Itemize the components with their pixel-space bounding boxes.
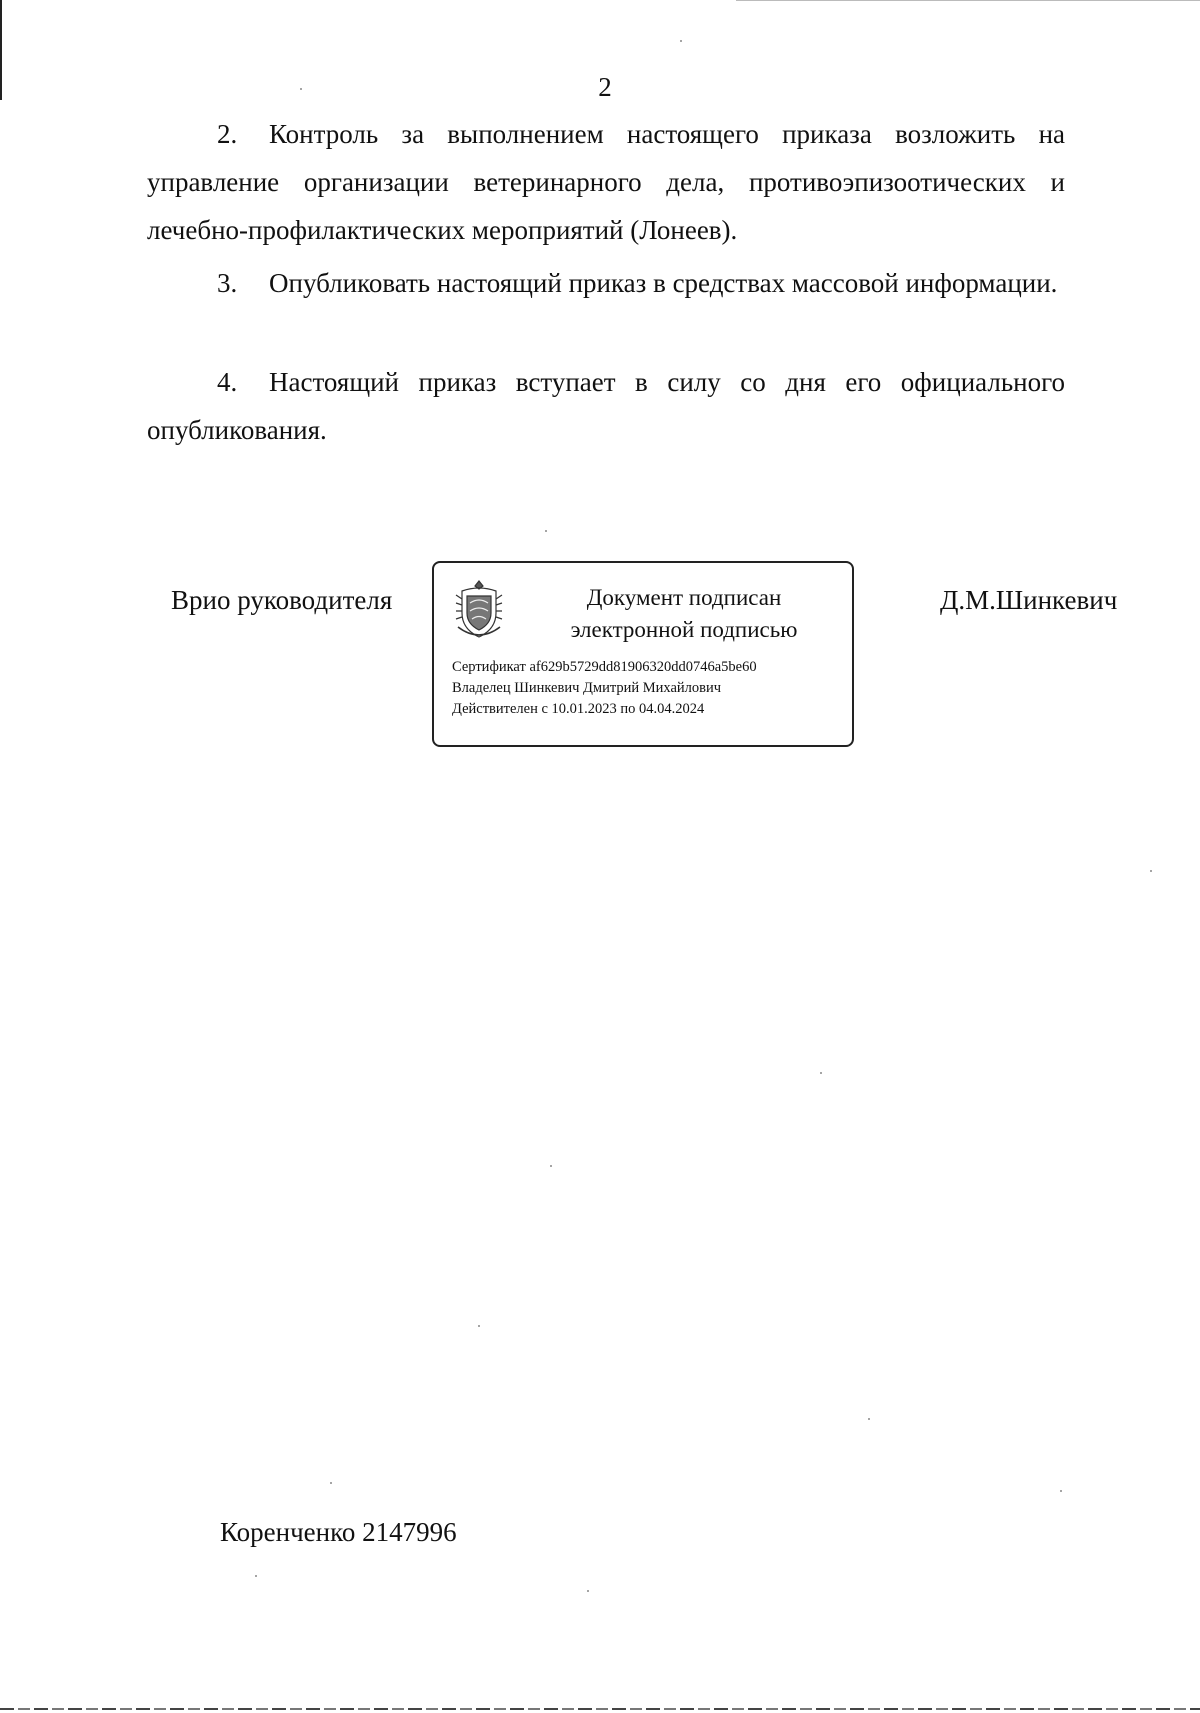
signatory-name: Д.М.Шинкевич bbox=[940, 585, 1118, 615]
stamp-owner: Владелец Шинкевич Дмитрий Михайлович bbox=[452, 680, 722, 696]
paragraph-text: Настоящий приказ вступает в силу со дня его официального опубликования. bbox=[147, 367, 1065, 445]
paragraph-text: Опубликовать настоящий приказ в средствах массовой информации. bbox=[269, 268, 1058, 298]
scan-speck bbox=[478, 1325, 480, 1327]
stamp-title-line1: Документ подписан bbox=[586, 585, 782, 610]
signatory-position: Врио руководителя bbox=[171, 585, 393, 615]
paragraph-2 bbox=[147, 110, 1065, 254]
paragraph-3 bbox=[147, 259, 1065, 307]
stamp-validity: Действителен с 10.01.2023 по 04.04.2024 bbox=[452, 701, 705, 717]
stamp-certificate: Сертификат af629b5729dd81906320dd0746a5be60 bbox=[452, 659, 757, 675]
executor-info: Коренченко 2147996 bbox=[220, 1517, 457, 1547]
paragraph-text: Контроль за выполнением настоящего приказа возложить на управление организации ветеринарного дела, противоэпизоотических и лечебно-профилактических мероприятий (Лонеев). bbox=[147, 119, 1065, 245]
scan-speck bbox=[330, 1482, 332, 1484]
electronic-signature-stamp bbox=[432, 561, 854, 747]
scan-speck bbox=[1150, 870, 1152, 872]
paragraph-number: 2. bbox=[217, 119, 238, 149]
scan-speck bbox=[680, 40, 682, 42]
scan-speck bbox=[255, 1575, 257, 1577]
paragraph-number: 4. bbox=[217, 367, 238, 397]
scan-speck bbox=[1060, 1490, 1062, 1492]
scan-speck bbox=[300, 88, 302, 90]
scan-speck bbox=[550, 1165, 552, 1167]
scan-speck bbox=[820, 1072, 822, 1074]
scan-speck bbox=[545, 530, 547, 532]
scan-edge-bottom bbox=[0, 1708, 1200, 1710]
paragraph-number: 3. bbox=[217, 268, 238, 298]
stamp-title-line2: электронной подписью bbox=[570, 617, 798, 642]
page-number: 2 bbox=[598, 72, 612, 102]
scan-edge-left bbox=[0, 0, 2, 100]
coat-of-arms-icon bbox=[452, 577, 506, 641]
paragraph-4 bbox=[147, 358, 1065, 454]
scan-speck bbox=[587, 1590, 589, 1592]
scan-edge-top bbox=[736, 0, 1200, 1]
scan-speck bbox=[868, 1418, 870, 1420]
